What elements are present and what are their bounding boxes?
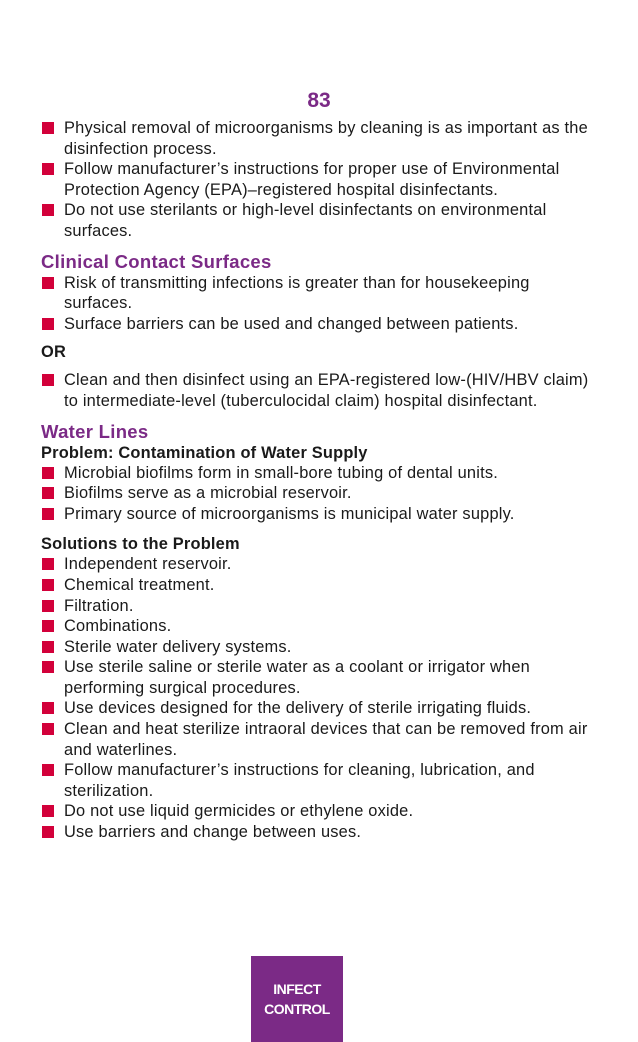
tab-label-line2: CONTROL <box>264 1001 330 1017</box>
or-label: OR <box>41 343 66 362</box>
bullet-square-icon <box>42 661 54 673</box>
page-content <box>41 118 601 843</box>
list-item: Sterile water delivery systems. <box>41 637 601 658</box>
bullet-square-icon <box>42 723 54 735</box>
bullet-square-icon <box>42 579 54 591</box>
list-item: Risk of transmitting infections is greater than for housekeeping surfaces. <box>41 273 601 314</box>
page-number: 83 <box>307 89 331 112</box>
list-item: Physical removal of microorganisms by cleaning is as important as the disinfection process. <box>41 118 601 159</box>
list-item: Use sterile saline or sterile water as a coolant or irrigator when performing surgical procedures. <box>41 657 601 698</box>
bullet-square-icon <box>42 620 54 632</box>
clinical-list <box>41 273 601 335</box>
subheading-solutions: Solutions to the Problem <box>41 535 240 554</box>
list-item: Combinations. <box>41 616 601 637</box>
list-item: Do not use sterilants or high-level disinfectants on environmental surfaces. <box>41 200 601 241</box>
list-item: Use devices designed for the delivery of sterile irrigating fluids. <box>41 698 601 719</box>
list-item: Clean and heat sterilize intraoral devices that can be removed from air and waterlines. <box>41 719 601 760</box>
bullet-square-icon <box>42 826 54 838</box>
clinical-after-or-list <box>41 370 601 411</box>
bullet-square-icon <box>42 764 54 776</box>
list-item: Independent reservoir. <box>41 554 601 575</box>
bullet-square-icon <box>42 805 54 817</box>
bullet-square-icon <box>42 508 54 520</box>
bullet-square-icon <box>42 163 54 175</box>
bullet-square-icon <box>42 641 54 653</box>
section-heading-clinical: Clinical Contact Surfaces <box>41 250 272 272</box>
section-tab-infect-control <box>251 956 343 1042</box>
list-item: Use barriers and change between uses. <box>41 822 601 843</box>
solutions-list <box>41 554 601 842</box>
list-item: Microbial biofilms form in small-bore tubing of dental units. <box>41 463 601 484</box>
subheading-problem: Problem: Contamination of Water Supply <box>41 443 368 462</box>
bullet-square-icon <box>42 318 54 330</box>
bullet-square-icon <box>42 467 54 479</box>
list-item: Chemical treatment. <box>41 575 601 596</box>
bullet-square-icon <box>42 558 54 570</box>
bullet-square-icon <box>42 374 54 386</box>
list-item: Biofilms serve as a microbial reservoir. <box>41 483 601 504</box>
bullet-square-icon <box>42 702 54 714</box>
tab-label-line1: INFECT <box>273 981 321 997</box>
list-item: Do not use liquid germicides or ethylene oxide. <box>41 801 601 822</box>
bullet-square-icon <box>42 204 54 216</box>
bullet-square-icon <box>42 600 54 612</box>
bullet-square-icon <box>42 277 54 289</box>
list-item: Filtration. <box>41 596 601 617</box>
bullet-square-icon <box>42 122 54 134</box>
list-item: Clean and then disinfect using an EPA-registered low-(HIV/HBV claim) to intermediate-level (tuberculocidal claim) hospital disinfectant. <box>41 370 601 411</box>
list-item: Primary source of microorganisms is municipal water supply. <box>41 504 601 525</box>
list-item: Follow manufacturer’s instructions for cleaning, lubrication, and sterilization. <box>41 760 601 801</box>
section-heading-water-lines: Water Lines <box>41 420 149 442</box>
intro-list <box>41 118 601 242</box>
problem-list <box>41 463 601 525</box>
list-item: Follow manufacturer’s instructions for proper use of Environmental Protection Agency (EPA)–registered hospital disinfectants. <box>41 159 601 200</box>
list-item: Surface barriers can be used and changed between patients. <box>41 314 601 335</box>
bullet-square-icon <box>42 487 54 499</box>
